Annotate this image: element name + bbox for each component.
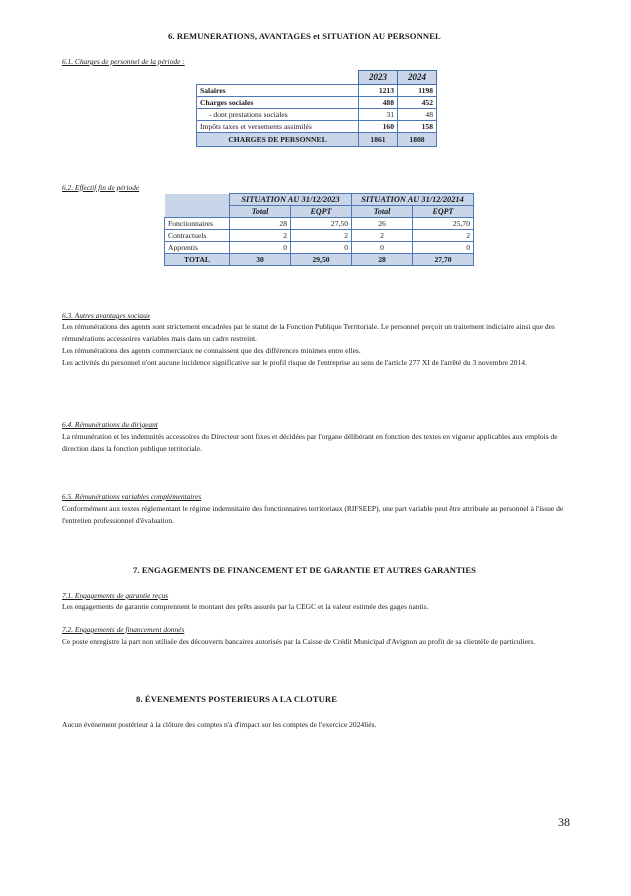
group-header-2024: SITUATION AU 31/12/20214 <box>352 194 474 206</box>
cell-eqpt-2024: 2 <box>413 230 474 242</box>
section-7-title: 7. ENGAGEMENTS DE FINANCEMENT ET DE GARANTIE ET AUTRES GARANTIES <box>133 565 477 575</box>
paragraph: Les activités du personnel n'ont aucune incidence significative sur le profil risque de l'entreprise au sens de l'article 277 XI de l'arrêté du 3 novembre 2014. <box>62 358 527 367</box>
cell-eqpt-2023: 2 <box>291 230 352 242</box>
cell-total-2024: 26 <box>352 218 413 230</box>
total-total-2024: 28 <box>352 254 413 266</box>
total-label: CHARGES DE PERSONNEL <box>197 133 359 147</box>
cell-eqpt-2023: 0 <box>291 242 352 254</box>
subsection-7-2-heading: 7.2. Engagements de financement donnés <box>62 625 185 634</box>
row-label: Contractuels <box>165 230 230 242</box>
table-row <box>165 242 474 254</box>
cell-total-2023: 2 <box>230 230 291 242</box>
total-2023: 1861 <box>359 133 398 147</box>
page-number: 38 <box>558 815 570 829</box>
subheader-eqpt: EQPT <box>413 206 474 218</box>
row-label: Charges sociales <box>197 97 359 109</box>
cell-2023: 1213 <box>359 85 398 97</box>
total-2024: 1808 <box>398 133 437 147</box>
subsection-7-1-body: Les engagements de garantie comprennent le montant des prêts assurés par la CEGC et la valeur estimée des gages nantis. <box>62 602 429 611</box>
cell-eqpt-2024: 25,70 <box>413 218 474 230</box>
total-label: TOTAL <box>165 254 230 266</box>
total-total-2023: 30 <box>230 254 291 266</box>
row-label: - dont prestations sociales <box>197 109 359 121</box>
subsection-7-1-heading: 7.1. Engagements de garantie reçus <box>62 591 169 600</box>
cell-total-2023: 0 <box>230 242 291 254</box>
subsection-6-3-body <box>62 321 574 369</box>
table-row <box>197 121 437 133</box>
total-eqpt-2024: 27,70 <box>413 254 474 266</box>
table-row <box>165 218 474 230</box>
cell-2023: 488 <box>359 97 398 109</box>
section-8-body: Aucun évènement postérieur à la clôture des comptes n'a d'impact sur les comptes de l'exercice 2024liés. <box>62 720 377 729</box>
cell-total-2023: 28 <box>230 218 291 230</box>
row-label: Impôts taxes et versements assimilés <box>197 121 359 133</box>
row-label: Salaires <box>197 85 359 97</box>
year-header-2023: 2023 <box>359 71 398 85</box>
subsection-6-2-heading: 6.2. Effectif fin de période <box>62 183 140 192</box>
table-row <box>165 230 474 242</box>
cell-2023: 160 <box>359 121 398 133</box>
section-6-title: 6. REMUNERATIONS, AVANTAGES et SITUATION AU PERSONNEL <box>168 31 441 41</box>
paragraph: Les rémunérations des agents sont strictement encadrées par le statut de la Fonction Publique Territoriale. Le personnel perçoit un traitement indiciaire ainsi que des rémunérations accessoires variables mais dans un cadre restreint. <box>62 322 555 343</box>
paragraph: Les rémunérations des agents commerciaux ne connaissent que des différences minimes entre elles. <box>62 346 361 355</box>
section-8-title: 8. ÉVENEMENTS POSTERIEURS A LA CLOTURE <box>136 694 338 704</box>
subsection-7-2-body: Ce poste enregistre la part non utilisée des découverts bancaires autorisés par la Caisse de Crédit Municipal d'Avignon au profit de sa clientèle de particuliers. <box>62 637 536 646</box>
cell-eqpt-2024: 0 <box>413 242 474 254</box>
table-total-row <box>197 133 437 147</box>
cell-2024: 1198 <box>398 85 437 97</box>
personnel-charges-table <box>196 70 437 147</box>
table-row <box>197 109 437 121</box>
cell-total-2024: 2 <box>352 230 413 242</box>
subheader-total: Total <box>230 206 291 218</box>
subsection-6-4-heading: 6.4. Rémunérations du dirigeant <box>62 420 158 429</box>
cell-2024: 452 <box>398 97 437 109</box>
subheader-total: Total <box>352 206 413 218</box>
total-eqpt-2023: 29,50 <box>291 254 352 266</box>
subsection-6-3-heading: 6.3. Autres avantages sociaux <box>62 311 151 320</box>
group-header-2023: SITUATION AU 31/12/2023 <box>230 194 352 206</box>
subsection-6-4-body: La rémunération et les indemnités accessoires du Directeur sont fixes et décidées par l'organe délibérant en fonction des textes en vigueur applicables aux emplois de direction dans la fonction publique territoriale. <box>62 432 558 453</box>
cell-total-2024: 0 <box>352 242 413 254</box>
subsection-6-1-heading: 6.1. Charges de personnel de la période : <box>62 57 185 66</box>
cell-2023: 31 <box>359 109 398 121</box>
row-label: Apprentis <box>165 242 230 254</box>
cell-eqpt-2023: 27,50 <box>291 218 352 230</box>
cell-2024: 48 <box>398 109 437 121</box>
subheader-eqpt: EQPT <box>291 206 352 218</box>
headcount-table <box>164 193 474 266</box>
subsection-6-5-body: Conformément aux textes réglementant le régime indemnitaire des fonctionnaires territoriaux (RIFSEEP), une part variable peut être attribuée au personnel à l'issue de l'entretien professionnel d'évaluation. <box>62 504 564 525</box>
table-row <box>197 97 437 109</box>
table-row <box>197 85 437 97</box>
table-total-row <box>165 254 474 266</box>
subsection-6-5-heading: 6.5. Rémunérations variables complémentaires <box>62 492 202 501</box>
row-label: Fonctionnaires <box>165 218 230 230</box>
cell-2024: 158 <box>398 121 437 133</box>
year-header-2024: 2024 <box>398 71 437 85</box>
